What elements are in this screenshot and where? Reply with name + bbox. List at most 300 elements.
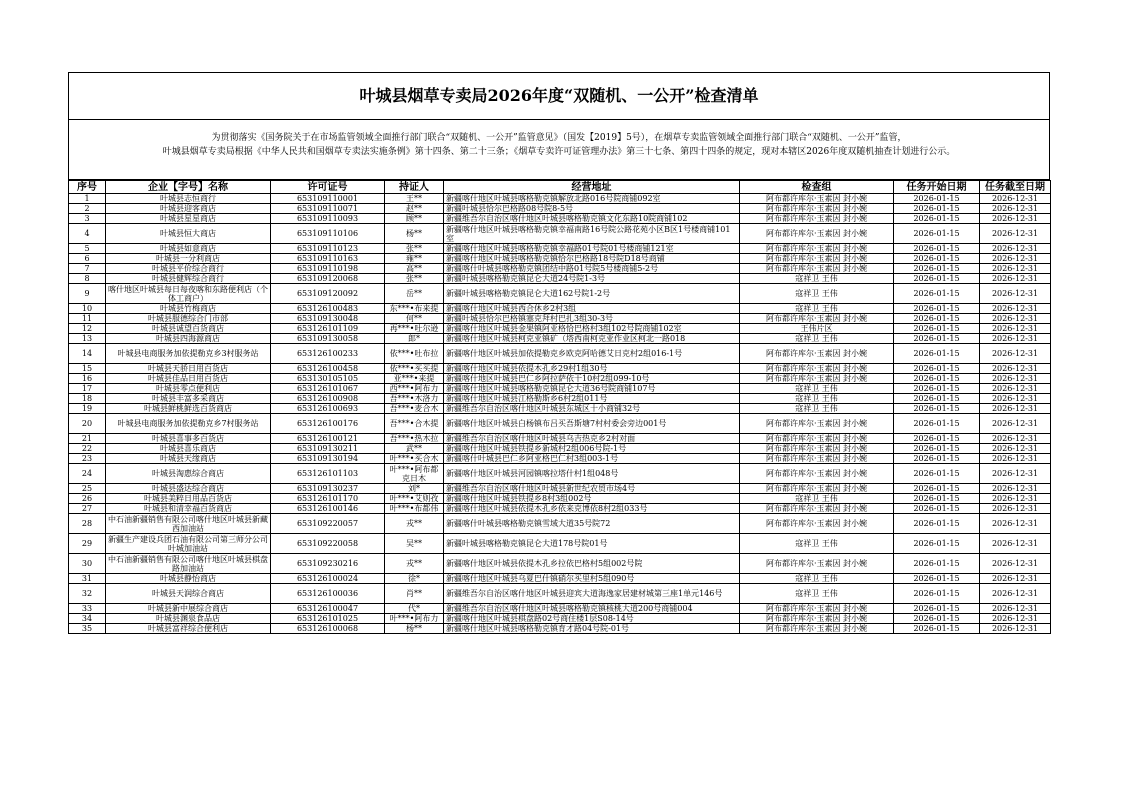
table-row — [69, 304, 1051, 314]
company-name: 叶城县天缘商店 — [106, 454, 271, 464]
company-name: 叶城县美粹日用品百货店 — [106, 494, 271, 504]
license-holder: 杨** — [385, 224, 444, 244]
inspection-group: 阿布都许库尔·玉素因 封小婉 — [740, 624, 894, 634]
company-name: 叶城县健辉综合商行 — [106, 274, 271, 284]
license-number: 653109110198 — [271, 264, 385, 274]
company-name: 叶城县淘惠综合商店 — [106, 464, 271, 484]
license-number: 653130105105 — [271, 374, 385, 384]
end-date: 2026-12-31 — [980, 494, 1051, 504]
license-holder: 代* — [385, 604, 444, 614]
end-date: 2026-12-31 — [980, 394, 1051, 404]
row-number: 23 — [69, 454, 106, 464]
license-holder: 吾***•合木提 — [385, 414, 444, 434]
license-number: 653109110163 — [271, 254, 385, 264]
license-holder: 岳** — [385, 284, 444, 304]
license-holder: 徐* — [385, 574, 444, 584]
start-date: 2026-01-15 — [894, 534, 980, 554]
end-date: 2026-12-31 — [980, 314, 1051, 324]
license-number: 653126100024 — [271, 574, 385, 584]
license-number: 653126100908 — [271, 394, 385, 404]
start-date: 2026-01-15 — [894, 574, 980, 584]
license-number: 653109220058 — [271, 534, 385, 554]
inspection-group: 寇祥卫 王伟 — [740, 304, 894, 314]
inspection-group: 阿布都许库尔·玉素因 封小婉 — [740, 514, 894, 534]
inspection-group: 寇祥卫 王伟 — [740, 334, 894, 344]
table-header-row — [69, 181, 1051, 194]
table-row — [69, 604, 1051, 614]
table-row — [69, 264, 1051, 274]
start-date: 2026-01-15 — [894, 254, 980, 264]
row-number: 18 — [69, 394, 106, 404]
license-holder: 东***•布来提 — [385, 304, 444, 314]
row-number: 1 — [69, 194, 106, 204]
row-number: 25 — [69, 484, 106, 494]
company-name: 叶城县盛达综合商店 — [106, 484, 271, 494]
inspection-group: 阿布都许库尔·玉素因 封小婉 — [740, 344, 894, 364]
company-name: 叶城县佳品日用百货店 — [106, 374, 271, 384]
start-date: 2026-01-15 — [894, 344, 980, 364]
inspection-group: 阿布都许库尔·玉素因 封小婉 — [740, 214, 894, 224]
end-date: 2026-12-31 — [980, 484, 1051, 494]
license-holder: 高** — [385, 264, 444, 274]
license-number: 653126100036 — [271, 584, 385, 604]
inspection-group: 寇祥卫 王伟 — [740, 534, 894, 554]
company-name: 叶城县鲜桃鲜选百货商店 — [106, 404, 271, 414]
table-row — [69, 574, 1051, 584]
license-number: 653126101103 — [271, 464, 385, 484]
start-date: 2026-01-15 — [894, 284, 980, 304]
license-number: 653109130211 — [271, 444, 385, 454]
row-number: 16 — [69, 374, 106, 384]
business-address: 新疆维吾尔自治区喀什地区叶城县东城区十小商铺32号 — [444, 404, 740, 414]
table-row — [69, 414, 1051, 434]
business-address: 新疆维吾尔自治区喀什地区叶城县乌吉热克乡2村对面 — [444, 434, 740, 444]
license-holder: 刘* — [385, 484, 444, 494]
table-row — [69, 274, 1051, 284]
row-number: 7 — [69, 264, 106, 274]
business-address: 新疆喀什地区叶城县柯克亚镇矿（塔西南柯克亚作业区柯北一路018 — [444, 334, 740, 344]
company-name: 叶城县喜事多百货店 — [106, 434, 271, 444]
end-date: 2026-12-31 — [980, 214, 1051, 224]
end-date: 2026-12-31 — [980, 364, 1051, 374]
company-name: 叶城县天骄日用百货店 — [106, 364, 271, 374]
table-row — [69, 584, 1051, 604]
end-date: 2026-12-31 — [980, 554, 1051, 574]
company-name: 叶城县电商服务加依提勒克乡3村服务站 — [106, 344, 271, 364]
license-number: 653126100233 — [271, 344, 385, 364]
end-date: 2026-12-31 — [980, 454, 1051, 464]
company-name: 中石油新疆销售有限公司喀什地区叶城县新藏西加油站 — [106, 514, 271, 534]
company-name: 新疆生产建设兵团石油有限公司第三师分公司叶城加油站 — [106, 534, 271, 554]
business-address: 新疆喀什地区叶城县依提木孔乡拉依巴格村5组002号院 — [444, 554, 740, 574]
license-number: 653109110106 — [271, 224, 385, 244]
header-cell: 任务截至日期 — [980, 181, 1051, 194]
table-row — [69, 464, 1051, 484]
end-date: 2026-12-31 — [980, 334, 1051, 344]
business-address: 新疆喀什地区叶城县河园镇喀拉塔什村1组048号 — [444, 464, 740, 484]
start-date: 2026-01-15 — [894, 364, 980, 374]
inspection-group: 阿布都许库尔·玉素因 封小婉 — [740, 554, 894, 574]
row-number: 11 — [69, 314, 106, 324]
start-date: 2026-01-15 — [894, 404, 980, 414]
business-address: 新疆喀什地区叶城县喀格勒克镇育才路04号院-01号 — [444, 624, 740, 634]
business-address: 新疆喀什地区叶城县棋盘路02号商住楼1层S08-14号 — [444, 614, 740, 624]
row-number: 24 — [69, 464, 106, 484]
license-holder: 顾** — [385, 214, 444, 224]
license-holder: 依***•买买提 — [385, 364, 444, 374]
start-date: 2026-01-15 — [894, 304, 980, 314]
end-date: 2026-12-31 — [980, 624, 1051, 634]
row-number: 33 — [69, 604, 106, 614]
company-name: 喀什地区叶城县每日每夜喀和东路便利店（个体工商户） — [106, 284, 271, 304]
row-number: 19 — [69, 404, 106, 414]
end-date: 2026-12-31 — [980, 374, 1051, 384]
start-date: 2026-01-15 — [894, 244, 980, 254]
end-date: 2026-12-31 — [980, 614, 1051, 624]
start-date: 2026-01-15 — [894, 194, 980, 204]
start-date: 2026-01-15 — [894, 394, 980, 404]
end-date: 2026-12-31 — [980, 574, 1051, 584]
business-address: 新疆喀什地区叶城县巴仁乡阿拉萨依干10村2组099-10号 — [444, 374, 740, 384]
business-address: 新疆喀什地区叶城县金果镇阿亚格恰巴格村3组102号院商铺102室 — [444, 324, 740, 334]
start-date: 2026-01-15 — [894, 494, 980, 504]
row-number: 34 — [69, 614, 106, 624]
inspection-group: 阿布都许库尔·玉素因 封小婉 — [740, 194, 894, 204]
start-date: 2026-01-15 — [894, 204, 980, 214]
inspection-group: 阿布都许库尔·玉素因 封小婉 — [740, 364, 894, 374]
business-address: 新疆维吾尔自治区喀什地区叶城县新世纪农贸市场4号 — [444, 484, 740, 494]
license-holder: 何** — [385, 314, 444, 324]
license-holder: 叶***•阿布都克日木 — [385, 464, 444, 484]
company-name: 叶城县一分利商店 — [106, 254, 271, 264]
start-date: 2026-01-15 — [894, 444, 980, 454]
license-holder: 赵** — [385, 204, 444, 214]
row-number: 28 — [69, 514, 106, 534]
license-number: 653126101170 — [271, 494, 385, 504]
start-date: 2026-01-15 — [894, 274, 980, 284]
business-address: 新疆喀什叶城县喀格勒克镇雪域大道35号院72 — [444, 514, 740, 534]
license-holder: 武** — [385, 444, 444, 454]
inspection-group: 王伟片区 — [740, 324, 894, 334]
start-date: 2026-01-15 — [894, 414, 980, 434]
table-row — [69, 624, 1051, 634]
license-number: 653126100068 — [271, 624, 385, 634]
license-holder: 吴** — [385, 534, 444, 554]
company-name: 叶城县志恒商行 — [106, 194, 271, 204]
table-row — [69, 384, 1051, 394]
start-date: 2026-01-15 — [894, 314, 980, 324]
business-address: 新疆喀什地区叶城县铁提乡8村3组002号 — [444, 494, 740, 504]
table-row — [69, 244, 1051, 254]
license-number: 653109130194 — [271, 454, 385, 464]
start-date: 2026-01-15 — [894, 224, 980, 244]
start-date: 2026-01-15 — [894, 624, 980, 634]
end-date: 2026-12-31 — [980, 304, 1051, 314]
business-address: 新疆喀什地区叶城县喀格勒克镇恰尔巴格路18号院D18号商铺 — [444, 254, 740, 264]
business-address: 新疆喀什地区叶城县喀格勒克镇昆仑大道36号院商铺107号 — [444, 384, 740, 394]
start-date: 2026-01-15 — [894, 584, 980, 604]
inspection-group: 寇祥卫 王伟 — [740, 284, 894, 304]
license-number: 653109110071 — [271, 204, 385, 214]
company-name: 叶城县诚望百货商店 — [106, 324, 271, 334]
row-number: 2 — [69, 204, 106, 214]
table-row — [69, 444, 1051, 454]
license-number: 653109120068 — [271, 274, 385, 284]
table-row — [69, 344, 1051, 364]
header-cell: 经营地址 — [444, 181, 740, 194]
table-row — [69, 254, 1051, 264]
license-holder: 叶***•布都伟 — [385, 504, 444, 514]
start-date: 2026-01-15 — [894, 514, 980, 534]
license-holder: 再***•吐尔逊 — [385, 324, 444, 334]
row-number: 27 — [69, 504, 106, 514]
table-row — [69, 514, 1051, 534]
start-date: 2026-01-15 — [894, 614, 980, 624]
company-name: 叶城县迎客商店 — [106, 204, 271, 214]
header-cell: 许可证号 — [271, 181, 385, 194]
end-date: 2026-12-31 — [980, 534, 1051, 554]
row-number: 35 — [69, 624, 106, 634]
inspection-group: 寇祥卫 王伟 — [740, 584, 894, 604]
business-address: 新疆喀什地区叶城县喀格勒克镇幸福路01号院01号楼商铺121室 — [444, 244, 740, 254]
start-date: 2026-01-15 — [894, 434, 980, 444]
row-number: 20 — [69, 414, 106, 434]
end-date: 2026-12-31 — [980, 404, 1051, 414]
table-row — [69, 204, 1051, 214]
company-name: 叶城县如意商店 — [106, 244, 271, 254]
inspection-group: 寇祥卫 王伟 — [740, 494, 894, 504]
row-number: 3 — [69, 214, 106, 224]
row-number: 21 — [69, 434, 106, 444]
business-address: 新疆喀什地区叶城县西合休乡2村3组 — [444, 304, 740, 314]
row-number: 6 — [69, 254, 106, 264]
start-date: 2026-01-15 — [894, 504, 980, 514]
business-address: 新疆叶城县恰尔巴格镇塞克拜村巴扎3组30-3号 — [444, 314, 740, 324]
license-holder: 郎* — [385, 334, 444, 344]
license-holder: 叶***•艾则孜 — [385, 494, 444, 504]
end-date: 2026-12-31 — [980, 274, 1051, 284]
license-holder: 吾***•木洛力 — [385, 394, 444, 404]
end-date: 2026-12-31 — [980, 194, 1051, 204]
license-number: 653109110093 — [271, 214, 385, 224]
table-row — [69, 324, 1051, 334]
table-row — [69, 434, 1051, 444]
license-number: 653126101109 — [271, 324, 385, 334]
license-number: 653126101067 — [271, 384, 385, 394]
end-date: 2026-12-31 — [980, 414, 1051, 434]
row-number: 10 — [69, 304, 106, 314]
license-number: 653126100047 — [271, 604, 385, 614]
end-date: 2026-12-31 — [980, 344, 1051, 364]
license-number: 653109110001 — [271, 194, 385, 204]
end-date: 2026-12-31 — [980, 384, 1051, 394]
header-cell: 检查组 — [740, 181, 894, 194]
license-holder: 肖** — [385, 584, 444, 604]
business-address: 新疆喀什叶城县巴仁乡阿亚格巴仁村3组003-1号 — [444, 454, 740, 464]
business-address: 新疆维吾尔自治区喀什地区叶城县迎宾大道海逸家居建材城第三座1单元146号 — [444, 584, 740, 604]
table-row — [69, 284, 1051, 304]
start-date: 2026-01-15 — [894, 264, 980, 274]
license-holder: 戎** — [385, 554, 444, 574]
page-title: 叶城县烟草专卖局2026年度“双随机、一公开”检查清单 — [69, 73, 1049, 120]
inspection-group: 寇祥卫 王伟 — [740, 274, 894, 284]
start-date: 2026-01-15 — [894, 484, 980, 494]
header-cell: 序号 — [69, 181, 106, 194]
end-date: 2026-12-31 — [980, 324, 1051, 334]
company-name: 叶城县零点便利店 — [106, 384, 271, 394]
license-number: 653109130048 — [271, 314, 385, 324]
license-number: 653109110123 — [271, 244, 385, 254]
inspection-group: 阿布都许库尔·玉素因 封小婉 — [740, 264, 894, 274]
license-number: 653126100176 — [271, 414, 385, 434]
table-row — [69, 374, 1051, 384]
license-number: 653109220057 — [271, 514, 385, 534]
table-row — [69, 404, 1051, 414]
header-cell: 持证人 — [385, 181, 444, 194]
business-address: 新疆喀什叶城县喀格勒克镇团结中路01号院5号楼商铺5-2号 — [444, 264, 740, 274]
inspection-group: 阿布都许库尔·玉素因 封小婉 — [740, 454, 894, 464]
row-number: 12 — [69, 324, 106, 334]
business-address: 新疆叶城县恰尔巴格路08号院8-5号 — [444, 204, 740, 214]
inspection-group: 阿布都许库尔·玉素因 封小婉 — [740, 244, 894, 254]
inspection-group: 阿布都许库尔·玉素因 封小婉 — [740, 204, 894, 214]
company-name: 叶城县星星商店 — [106, 214, 271, 224]
business-address: 新疆叶城县喀格勒克镇昆仑大道162号院1-2号 — [444, 284, 740, 304]
inspection-group: 寇祥卫 王伟 — [740, 384, 894, 394]
row-number: 15 — [69, 364, 106, 374]
company-name: 叶城县竹梅商店 — [106, 304, 271, 314]
company-name: 叶城县富祥综合便利店 — [106, 624, 271, 634]
license-number: 653126100146 — [271, 504, 385, 514]
row-number: 26 — [69, 494, 106, 504]
row-number: 31 — [69, 574, 106, 584]
company-name: 叶城县恒大商店 — [106, 224, 271, 244]
table-row — [69, 554, 1051, 574]
row-number: 17 — [69, 384, 106, 394]
license-number: 653126100693 — [271, 404, 385, 414]
end-date: 2026-12-31 — [980, 224, 1051, 244]
business-address: 新疆叶城县喀格勒克镇昆仑大道178号院01号 — [444, 534, 740, 554]
start-date: 2026-01-15 — [894, 374, 980, 384]
row-number: 32 — [69, 584, 106, 604]
table-row — [69, 194, 1051, 204]
company-name: 叶城县喜乐商店 — [106, 444, 271, 454]
company-name: 叶城县丰富多采商店 — [106, 394, 271, 404]
license-holder: 叶***•阿布力 — [385, 614, 444, 624]
end-date: 2026-12-31 — [980, 464, 1051, 484]
row-number: 14 — [69, 344, 106, 364]
business-address: 新疆喀什地区叶城县铁提乡新城村2组006号院-1号 — [444, 444, 740, 454]
company-name: 叶城县四海源商店 — [106, 334, 271, 344]
business-address: 新疆喀什地区叶城县加依提勒克乡欧克阿哈德艾日克村2组016-1号 — [444, 344, 740, 364]
inspection-group: 寇祥卫 王伟 — [740, 404, 894, 414]
start-date: 2026-01-15 — [894, 454, 980, 464]
inspection-group: 阿布都许库尔·玉素因 封小婉 — [740, 504, 894, 514]
license-number: 653109130058 — [271, 334, 385, 344]
company-name: 叶城县天润综合商店 — [106, 584, 271, 604]
row-number: 30 — [69, 554, 106, 574]
row-number: 29 — [69, 534, 106, 554]
license-holder: 依***•吐布拉 — [385, 344, 444, 364]
business-address: 新疆喀什地区叶城县乌夏巴什镇硝尔买里村5组090号 — [444, 574, 740, 584]
company-name: 叶城县新中展综合商店 — [106, 604, 271, 614]
business-address: 新疆维吾尔自治区喀什地区叶城县喀格勒克镇核桃大道200号商铺004 — [444, 604, 740, 614]
inspection-group: 寇祥卫 王伟 — [740, 394, 894, 404]
start-date: 2026-01-15 — [894, 554, 980, 574]
license-holder: 张** — [385, 274, 444, 284]
table-row — [69, 334, 1051, 344]
header-cell: 任务开始日期 — [894, 181, 980, 194]
business-address: 新疆维吾尔自治区喀什地区叶城县喀格勒克镇文化东路10院商铺102 — [444, 214, 740, 224]
inspection-group: 阿布都许库尔·玉素因 封小婉 — [740, 224, 894, 244]
license-number: 653126100483 — [271, 304, 385, 314]
company-name: 叶城县服德综合门市部 — [106, 314, 271, 324]
header-cell: 企业【字号】名称 — [106, 181, 271, 194]
end-date: 2026-12-31 — [980, 284, 1051, 304]
license-holder: 雍** — [385, 254, 444, 264]
business-address: 新疆喀什地区叶城县喀格勒克镇幸福南路16号院公路花苑小区B区1号楼商铺101室 — [444, 224, 740, 244]
table-row — [69, 484, 1051, 494]
company-name: 叶城县电商服务加依提勒克乡7村服务站 — [106, 414, 271, 434]
company-name: 中石油新疆销售有限公司喀什地区叶城县棋盘路加油站 — [106, 554, 271, 574]
header-frame — [68, 72, 1050, 180]
end-date: 2026-12-31 — [980, 254, 1051, 264]
intro-line: 为贯彻落实《国务院关于在市场监管领域全面推行部门联合“双随机、一公开”监管意见》（国发【2019】5号），在烟草专卖监管领域全面推行部门联合“双随机、一公开”监管， — [211, 133, 907, 143]
license-number: 653109120092 — [271, 284, 385, 304]
inspection-group: 阿布都许库尔·玉素因 封小婉 — [740, 414, 894, 434]
end-date: 2026-12-31 — [980, 504, 1051, 514]
inspection-group: 阿布都许库尔·玉素因 封小婉 — [740, 484, 894, 494]
inspection-group: 阿布都许库尔·玉素因 封小婉 — [740, 464, 894, 484]
inspection-group: 阿布都许库尔·玉素因 封小婉 — [740, 604, 894, 614]
inspection-group: 阿布都许库尔·玉素因 封小婉 — [740, 254, 894, 264]
start-date: 2026-01-15 — [894, 214, 980, 224]
company-name: 叶城县渊泉食品店 — [106, 614, 271, 624]
license-holder: 西***•阿布力 — [385, 384, 444, 394]
business-address: 新疆喀什地区叶城县白杨镇布吕买吾斯塘7村村委会旁边001号 — [444, 414, 740, 434]
license-number: 653109230216 — [271, 554, 385, 574]
row-number: 4 — [69, 224, 106, 244]
table-row — [69, 394, 1051, 404]
table-row — [69, 494, 1051, 504]
license-number: 653126100121 — [271, 434, 385, 444]
table-row — [69, 224, 1051, 244]
row-number: 13 — [69, 334, 106, 344]
row-number: 9 — [69, 284, 106, 304]
row-number: 5 — [69, 244, 106, 254]
inspection-group: 寇祥卫 王伟 — [740, 574, 894, 584]
intro-text — [69, 131, 1049, 159]
table-row — [69, 454, 1051, 464]
business-address: 新疆喀什地区叶城县喀格勒克镇解放北路016号院商铺092室 — [444, 194, 740, 204]
license-number: 653126101025 — [271, 614, 385, 624]
end-date: 2026-12-31 — [980, 264, 1051, 274]
start-date: 2026-01-15 — [894, 384, 980, 394]
license-number: 653109130237 — [271, 484, 385, 494]
end-date: 2026-12-31 — [980, 244, 1051, 254]
business-address: 新疆喀什地区叶城县依提木孔乡依来克博依8村2组033号 — [444, 504, 740, 514]
company-name: 叶城县和清幸福百货商店 — [106, 504, 271, 514]
end-date: 2026-12-31 — [980, 514, 1051, 534]
table-row — [69, 504, 1051, 514]
table-row — [69, 364, 1051, 374]
license-holder: 张** — [385, 244, 444, 254]
end-date: 2026-12-31 — [980, 604, 1051, 614]
start-date: 2026-01-15 — [894, 334, 980, 344]
start-date: 2026-01-15 — [894, 324, 980, 334]
end-date: 2026-12-31 — [980, 204, 1051, 214]
inspection-group: 阿布都许库尔·玉素因 封小婉 — [740, 614, 894, 624]
